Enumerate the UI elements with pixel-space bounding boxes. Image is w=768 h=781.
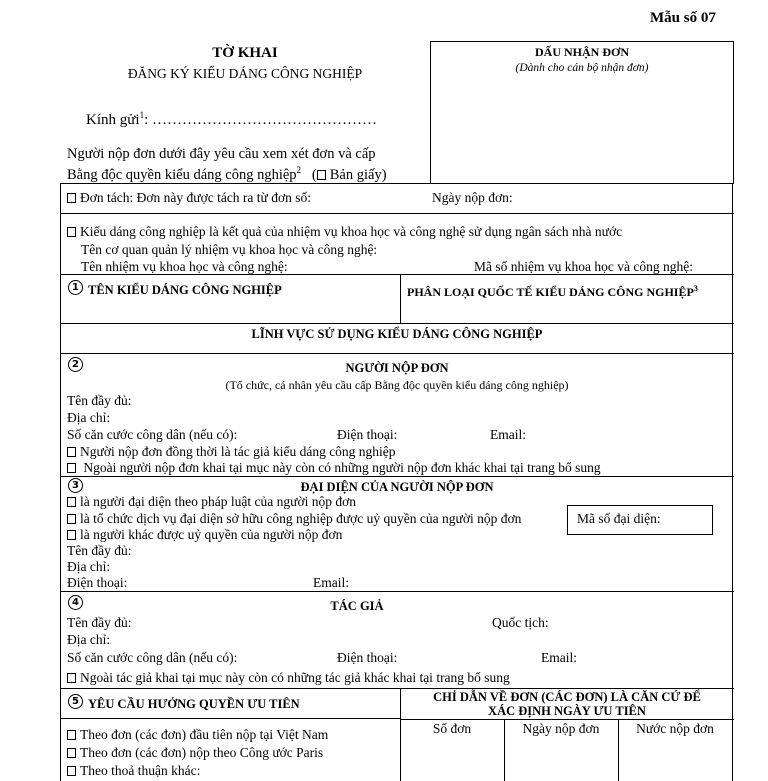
applicant-address: Địa chỉ: xyxy=(67,410,111,425)
other-applicants-row xyxy=(67,460,601,476)
priority-vietnam-row xyxy=(67,727,328,743)
paper-copy-open: ( xyxy=(311,166,317,183)
other-applicants-label: Ngoài người nộp đơn khai tại mục này còn có những người nộp đơn khác khai tại trang bổ sung xyxy=(80,460,601,475)
applicant-phone: Điện thoại: xyxy=(337,427,398,442)
section-2-number: 2 xyxy=(68,357,83,372)
request-text: Bằng độc quyền kiểu dáng công nghiệp xyxy=(67,166,297,183)
applicant-id-number: Số căn cước công dân (nếu có): xyxy=(67,427,238,442)
other-authors-label: Ngoài tác giả khai tại mục này còn có những tác giả khác khai tại trang bổ sung xyxy=(80,670,510,685)
rule xyxy=(60,718,400,719)
field-of-use-title: LĨNH VỰC SỬ DỤNG KIỂU DÁNG CÔNG NGHIỆP xyxy=(251,327,543,341)
rule xyxy=(60,353,734,354)
priority-basis-title-1: CHỈ DẪN VỀ ĐƠN (CÁC ĐƠN) LÀ CĂN CỨ ĐỂ xyxy=(433,690,701,704)
rep-phone: Điện thoại: xyxy=(67,575,128,590)
rep-address: Địa chỉ: xyxy=(67,559,111,574)
priority-agreement-checkbox[interactable] xyxy=(67,766,76,776)
research-task-code: Mã số nhiệm vụ khoa học và công nghệ: xyxy=(474,259,693,274)
rule xyxy=(60,476,734,477)
footnote-2: 2 xyxy=(296,165,302,175)
research-result-label: Kiểu dáng công nghiệp là kết quả của nhiệm vụ khoa học và công nghệ sử dụng ngân sách nhà nước xyxy=(80,224,623,239)
footnote-3: 3 xyxy=(693,284,698,293)
priority-paris-checkbox[interactable] xyxy=(67,748,76,758)
divider xyxy=(400,274,401,323)
priority-agreement-row xyxy=(67,763,200,779)
author-full-name: Tên đầy đủ: xyxy=(67,615,132,630)
section-1-number: 1 xyxy=(68,280,83,295)
receipt-stamp-title: DẤU NHẬN ĐƠN xyxy=(535,45,629,59)
author-email: Email: xyxy=(541,650,577,665)
section-3-number: 3 xyxy=(68,478,83,493)
addressee-dots[interactable]: : ……………………………………… xyxy=(144,112,377,128)
other-authors-checkbox[interactable] xyxy=(67,673,76,683)
section-4-title: TÁC GIẢ xyxy=(330,599,384,613)
section-1-classification xyxy=(407,281,698,300)
applicant-full-name: Tên đầy đủ: xyxy=(67,393,132,408)
rule xyxy=(60,213,734,214)
split-application-row xyxy=(67,190,311,206)
priority-basis-title-2: XÁC ĐỊNH NGÀY ƯU TIÊN xyxy=(488,704,646,718)
addressee-label: Kính gửi xyxy=(86,112,140,128)
author-id-number: Số căn cước công dân (nếu có): xyxy=(67,650,238,665)
priority-vietnam-label: Theo đơn (các đơn) đầu tiên nộp tại Việt Nam xyxy=(80,727,329,742)
rep-other-row xyxy=(67,527,342,543)
rule xyxy=(60,591,734,592)
other-authors-row xyxy=(67,670,510,686)
form-number: Mẫu số 07 xyxy=(650,10,716,26)
rule xyxy=(400,719,734,720)
section-5-title: YÊU CẦU HƯỞNG QUYỀN ƯU TIÊN xyxy=(88,697,300,711)
section-3-title: ĐẠI DIỆN CỦA NGƯỜI NỘP ĐƠN xyxy=(300,480,494,494)
paper-copy-checkbox[interactable] xyxy=(317,170,326,180)
column-filing-country: Nước nộp đơn xyxy=(636,721,714,736)
paper-copy-label: Bản giấy) xyxy=(329,166,387,183)
rep-email: Email: xyxy=(313,575,349,590)
research-agency: Tên cơ quan quản lý nhiệm vụ khoa học và công nghệ: xyxy=(81,242,378,257)
priority-agreement-label: Theo thoả thuận khác: xyxy=(80,763,201,778)
column-application-number: Số đơn xyxy=(432,721,472,736)
author-nationality: Quốc tịch: xyxy=(492,615,549,630)
split-application-date: Ngày nộp đơn: xyxy=(432,190,513,205)
classification-label: PHÂN LOẠI QUỐC TẾ KIỂU DÁNG CÔNG NGHIỆP xyxy=(407,285,694,299)
rep-full-name: Tên đầy đủ: xyxy=(67,543,132,558)
rep-service-checkbox[interactable] xyxy=(67,514,76,524)
applicant-is-author-row xyxy=(67,444,396,460)
request-line-2 xyxy=(67,162,387,183)
research-task-name: Tên nhiệm vụ khoa học và công nghệ: xyxy=(81,259,288,274)
priority-paris-label: Theo đơn (các đơn) nộp theo Công ước Paris xyxy=(80,745,324,760)
rep-legal-checkbox[interactable] xyxy=(67,497,76,507)
footnote-1: 1 xyxy=(139,110,145,120)
receipt-stamp-note: (Dành cho cán bộ nhận đơn) xyxy=(515,62,649,74)
priority-paris-row xyxy=(67,745,323,761)
rule xyxy=(60,183,734,184)
applicant-is-author-checkbox[interactable] xyxy=(67,447,76,457)
author-phone: Điện thoại: xyxy=(337,650,398,665)
priority-vietnam-checkbox[interactable] xyxy=(67,730,76,740)
rep-other-checkbox[interactable] xyxy=(67,530,76,540)
split-application-label: Đơn tách: Đơn này được tách ra từ đơn số: xyxy=(80,190,312,205)
form-title: TỜ KHAI xyxy=(212,45,278,61)
rep-service-row xyxy=(67,511,521,527)
section-1-title: TÊN KIỂU DÁNG CÔNG NGHIỆP xyxy=(88,283,282,297)
applicant-is-author-label: Người nộp đơn đồng thời là tác giả kiểu dáng công nghiệp xyxy=(80,444,396,459)
research-result-checkbox[interactable] xyxy=(67,227,76,237)
request-line-1: Người nộp đơn dưới đây yêu cầu xem xét đơn và cấp xyxy=(67,146,376,162)
form-subtitle: ĐĂNG KÝ KIỂU DÁNG CÔNG NGHIỆP xyxy=(127,66,363,81)
rule xyxy=(60,323,734,324)
split-application-checkbox[interactable] xyxy=(67,193,76,203)
applicant-email: Email: xyxy=(490,427,526,442)
rep-service-label: là tổ chức dịch vụ đại diện sở hữu công nghiệp được uỷ quyền của người nộp đơn xyxy=(80,511,522,526)
rep-legal-label: là người đại diện theo pháp luật của người nộp đơn xyxy=(80,494,356,509)
section-2-title: NGƯỜI NỘP ĐƠN xyxy=(345,361,449,375)
rule xyxy=(60,688,734,689)
other-applicants-checkbox[interactable] xyxy=(67,463,76,473)
section-2-note: (Tổ chức, cá nhân yêu cầu cấp Bằng độc quyền kiểu dáng công nghiệp) xyxy=(225,378,569,392)
rep-legal-row xyxy=(67,494,356,510)
author-address: Địa chỉ: xyxy=(67,632,111,647)
addressee-line xyxy=(86,107,377,128)
section-5-number: 5 xyxy=(68,694,83,709)
research-result-row xyxy=(67,224,622,240)
section-4-number: 4 xyxy=(68,595,83,610)
rep-other-label: là người khác được uỷ quyền của người nộp đơn xyxy=(80,527,343,542)
rep-code-label: Mã số đại diện: xyxy=(577,511,661,526)
column-filing-date: Ngày nộp đơn xyxy=(522,721,600,736)
